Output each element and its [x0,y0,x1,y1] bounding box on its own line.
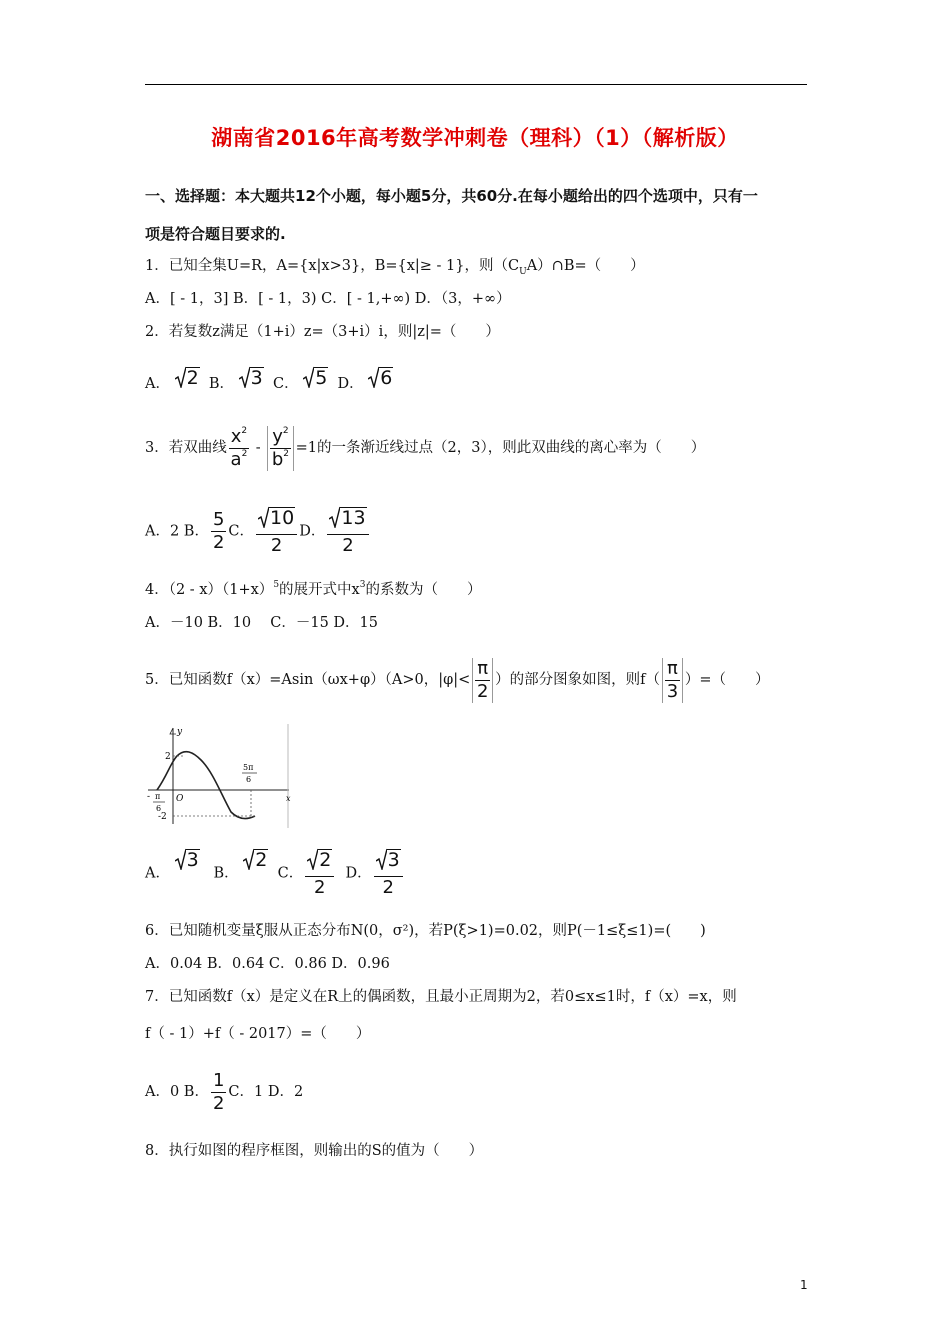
graph-origin-label: O [176,794,184,804]
q2-stem: 2．若复数z满足（1+i）z=（3+i）i，则|z|=（ ） [145,324,500,340]
q3-frac-y-b [267,426,293,471]
section-heading-line1: 一、选择题：本大题共12个小题，每小题5分，共60分.在每小题给出的四个选项中，只有一 [145,187,758,205]
q2-radicand-c: 5 [315,367,328,389]
q5-pi-a: π [477,657,489,679]
q6-options: A．0.04 B．0.64 C．0.86 D．0.96 [145,956,390,972]
q3-two-d: 2 [342,535,354,556]
q5-stem-mid: ）的部分图象如图，则f（ [495,672,660,688]
section-heading-line2: 项是符合题目要求的. [145,225,286,243]
q5-sqrt-b [243,848,268,870]
q1-stem-tail: A）∩B=（ ） [526,258,645,274]
q2-sqrt-d [368,366,393,388]
graph-x-label: x [286,794,291,803]
q3-stem [145,424,705,472]
graph-min-label: -2 [158,812,167,822]
q2-sqrt-b [239,366,264,388]
q3-thirteen: 13 [341,507,366,529]
q3-frac-sqrt10 [256,506,297,557]
q7-stem-line1: 7．已知函数f（x）是定义在R上的偶函数，且最小正周期为2，若0≤x≤1时，f（x）=x，则 [145,989,737,1005]
q2-sqrt-a [175,366,200,388]
q5-den2: 2 [476,680,489,702]
graph-right-num: 5π [243,763,254,772]
q4-stem-tail: 的系数为（ ） [365,582,482,598]
q3-frac-x-a [229,426,249,471]
q7-one: 1 [212,1069,225,1091]
q3-options [145,506,371,557]
q7-frac-1-2 [211,1070,226,1115]
q5-frac-d [374,848,403,899]
q3-option-c-label: C． [228,523,255,540]
q3-two-c: 2 [270,535,283,556]
graph-left-minus: - [147,792,151,802]
graph-right-den: 6 [246,775,252,784]
q5-sqrt-a [175,848,200,870]
q3-y-exp: 2 [282,425,289,436]
q5-den-c: 2 [314,877,326,898]
q3-frac-5-2 [211,509,226,554]
q3-five: 5 [212,509,225,530]
q3-option-d-label: D． [299,523,326,540]
q5-frac-pi-3 [662,658,683,703]
q5-den-d: 2 [382,877,394,898]
q3-frac-sqrt13 [327,506,368,557]
graph-sine-curve [157,752,255,819]
q3-ten: 10 [270,507,295,529]
q4-stem-mid: 的展开式中x [279,582,360,598]
q5-radicand-b: 2 [255,849,268,871]
q2-option-c-label: C． [272,376,299,392]
q4-options: A．－10 B．10 C．－15 D．15 [145,615,378,631]
q5-radicand-d: 3 [387,849,400,871]
q3-x-exp: 2 [241,425,248,436]
q2-sqrt-c [303,366,328,388]
page-title: 湖南省2016年高考数学冲刺卷（理科）（1）（解析版） [211,126,739,150]
q8-stem: 8．执行如图的程序框图，则输出的S的值为（ ） [145,1143,484,1159]
q5-option-b-label: B． [213,865,239,882]
q5-radicand-a: 3 [186,849,199,871]
q3-b: b [271,448,284,470]
q5-radicand-c: 2 [319,849,332,871]
q4-stem [145,580,481,600]
q3-a-exp: 2 [241,448,248,459]
q3-minus: - [251,440,266,456]
q2-radicand-a: 2 [186,367,199,389]
q7-stem-line2: f（ - 1）+f（ - 2017）=（ ） [145,1026,371,1042]
q5-stem [145,656,770,704]
q7-option-cd-text: C．1 D．2 [228,1084,304,1100]
q6-stem: 6．已知随机变量ξ服从正态分布N(0，σ²)，若P(ξ>1)=0.02，则P(－1≤ξ≤1)=( ) [145,923,706,939]
q4-stem-text: 4．（2 - x）（1+x） [145,582,274,598]
q2-radicand-d: 6 [380,367,393,389]
q5-den3: 3 [666,680,679,702]
q1-stem-sub: U [519,266,527,277]
q5-options [145,848,405,899]
q3-option-ab-text: A．2 B． [145,523,209,540]
q7-option-ab-text: A．0 B． [145,1084,209,1100]
header-rule [145,84,807,85]
q3-b-exp: 2 [283,448,290,459]
q1-options: A．[ - 1，3] B．[ - 1，3) C．[ - 1,+∞) D．（3，+∞） [145,291,511,307]
q2-option-a-label: A． [145,376,170,392]
q5-option-d-label: D． [345,865,372,882]
graph-left-den: 6 [156,804,162,813]
q2-options [145,366,393,397]
q2-radicand-b: 3 [250,367,263,389]
q3-y: y [272,425,283,447]
q3-stem-pre: 3．若双曲线 [145,440,227,456]
q5-frac-c [305,848,334,899]
q5-pi-b: π [667,657,678,679]
graph-y-label: y [177,727,183,737]
q1-stem [145,256,645,282]
q5-stem-pre: 5．已知函数f（x）=Asin（ωx+φ）（A>0，|φ|< [145,672,471,688]
q5-sine-graph [145,724,293,828]
q3-stem-post: =1的一条渐近线过点（2，3），则此双曲线的离心率为（ ） [295,440,706,456]
q7-options [145,1068,303,1116]
q4-exp3: 3 [359,580,366,590]
q5-option-c-label: C． [277,865,304,882]
q3-two-b: 2 [212,532,225,553]
q5-frac-pi-2 [472,658,493,703]
q3-x: x [230,425,242,447]
q4-exp5: 5 [273,580,280,590]
q3-a: a [230,448,242,470]
graph-max-label: 2 [165,752,171,762]
q2-option-d-label: D． [337,376,364,392]
q7-two: 2 [212,1092,225,1114]
q2-option-b-label: B． [208,376,235,392]
page-number: 1 [800,1278,808,1292]
q5-option-a-label: A． [145,865,170,882]
q5-stem-tail: ）=（ ） [684,672,770,688]
q1-stem-text: 1．已知全集U=R，A={x|x>3}，B={x|≥ - 1}，则（C [145,258,520,274]
graph-left-pi: π [155,792,161,801]
